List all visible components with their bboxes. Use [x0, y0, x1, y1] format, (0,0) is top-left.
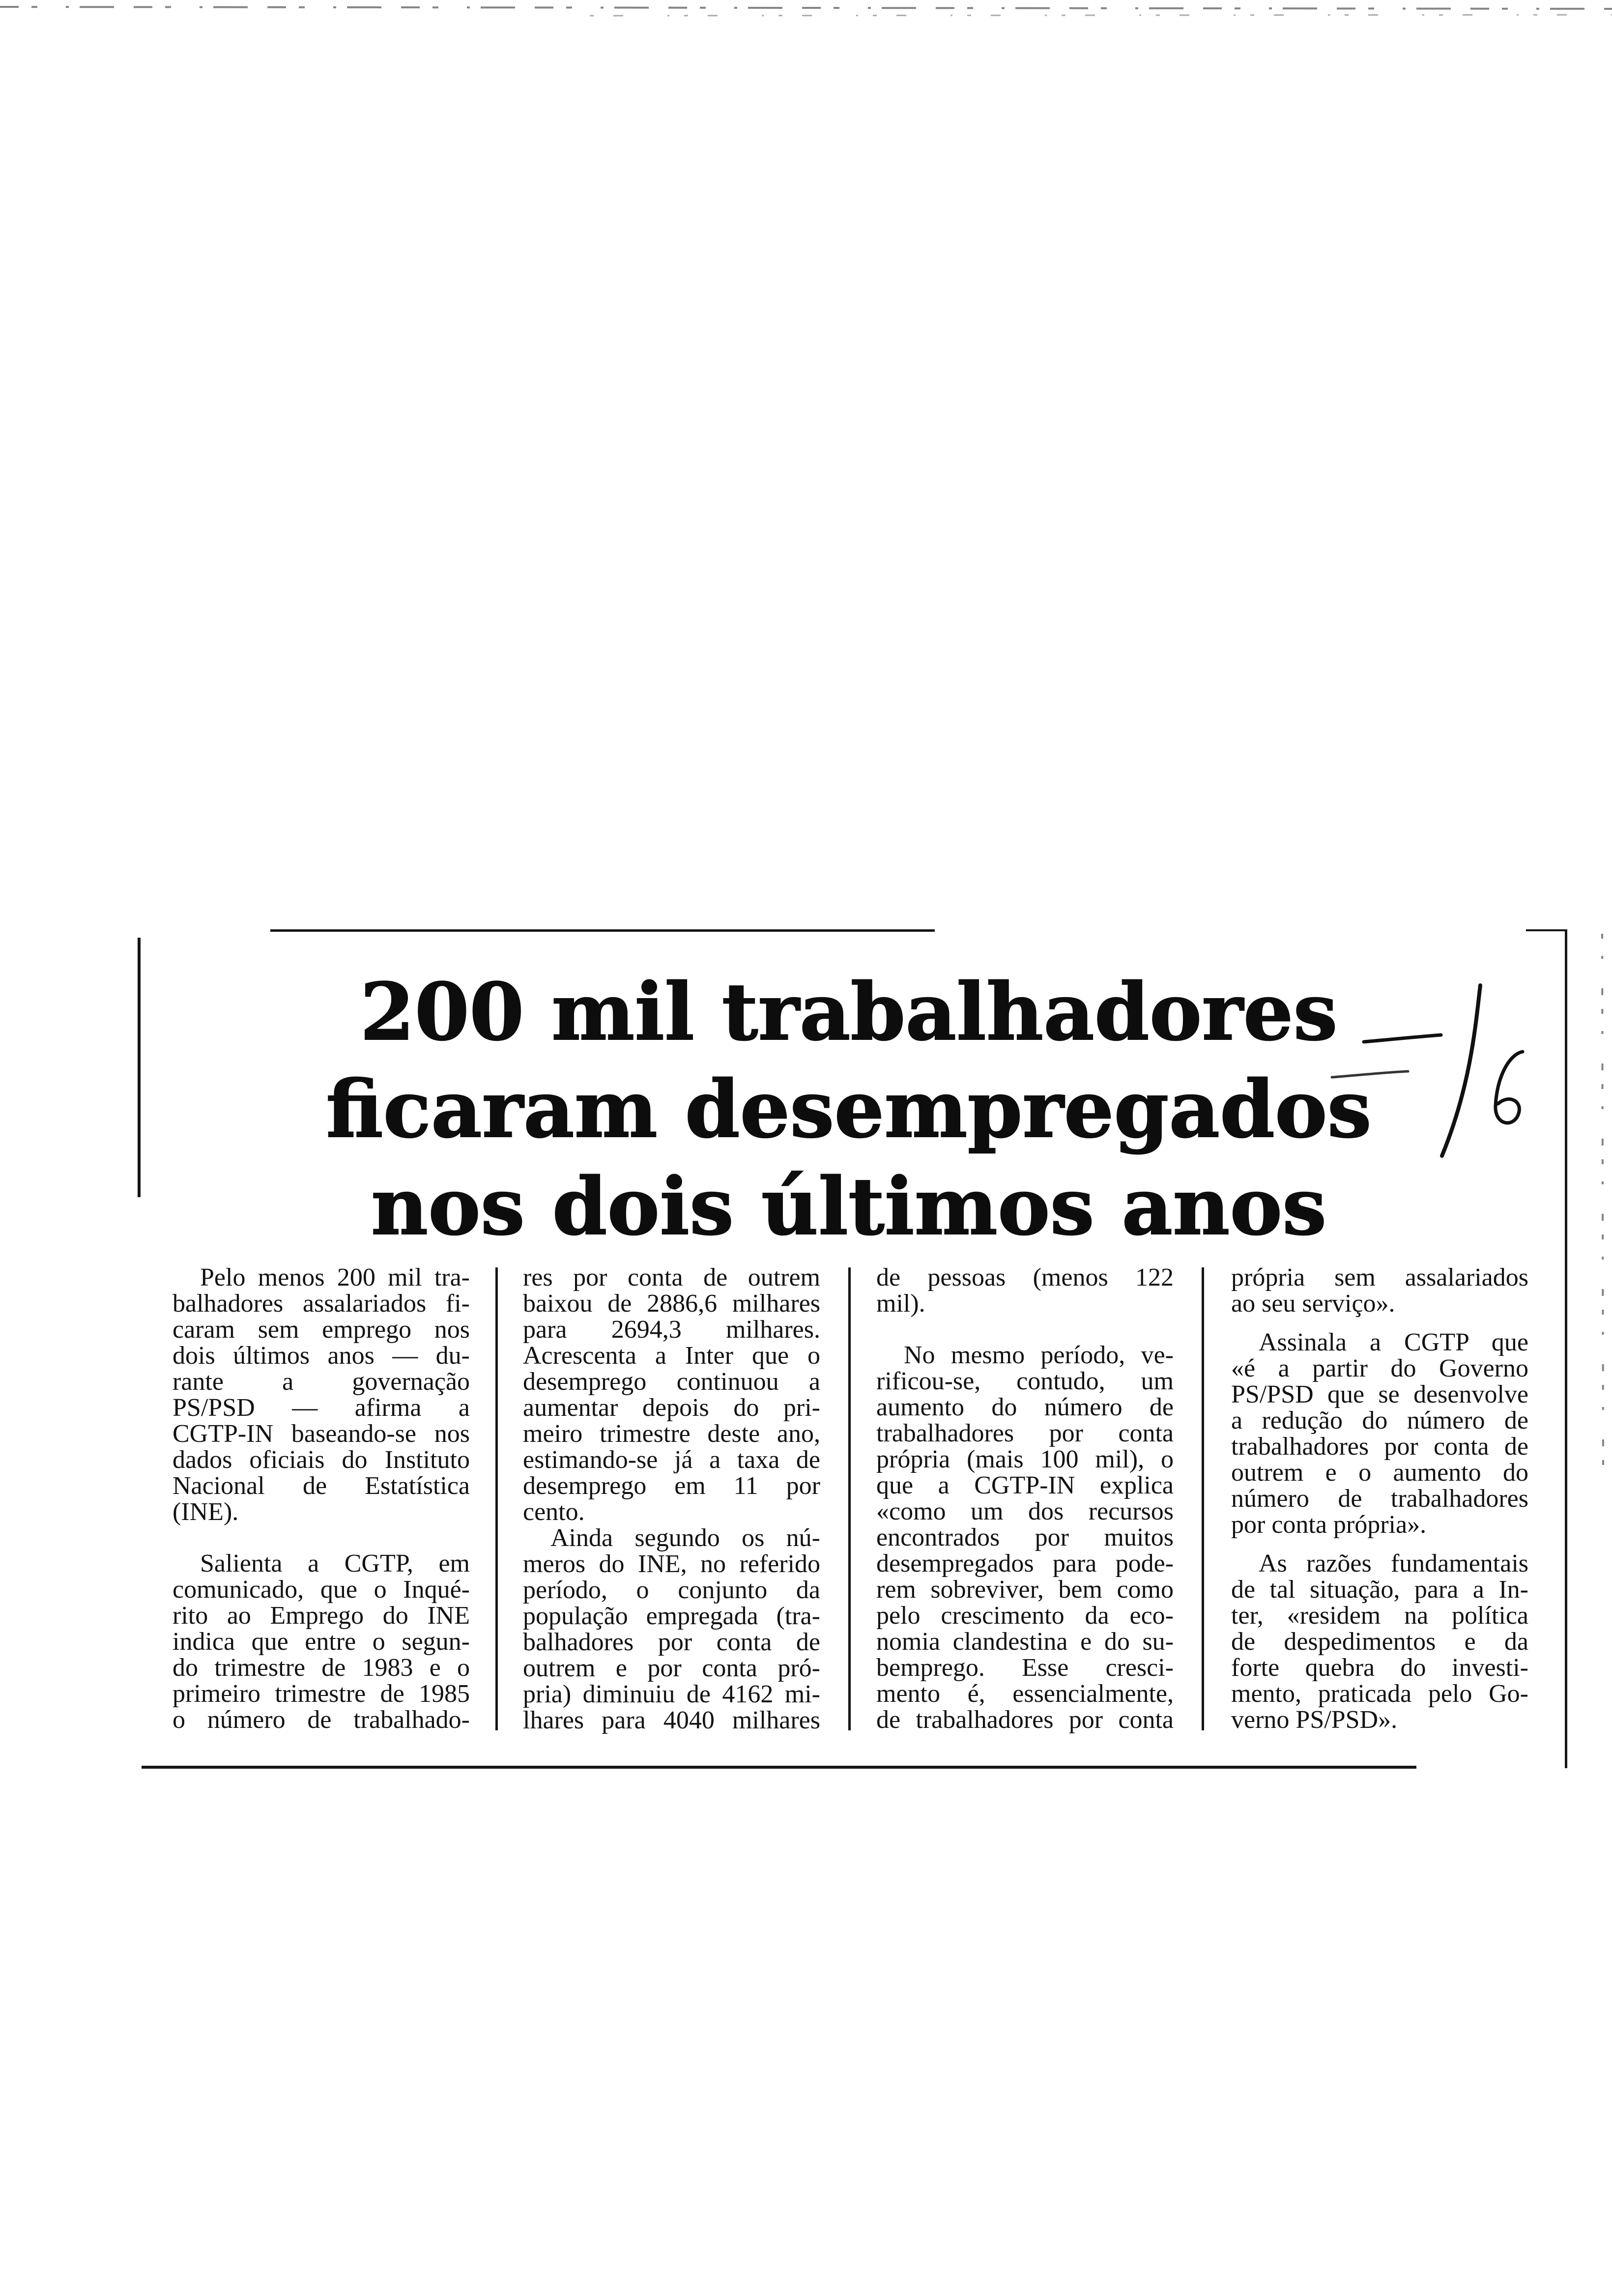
text-line: a redução do número de	[1231, 1406, 1528, 1435]
paragraph	[1231, 1329, 1528, 1538]
text-line: por conta própria».	[1231, 1511, 1427, 1539]
text-line: outrem e por conta pró-	[523, 1654, 820, 1682]
text-line: própria sem assalariados	[1231, 1263, 1528, 1292]
text-line: res por conta de outrem	[523, 1263, 820, 1292]
text-line: bemprego. Esse cresci-	[876, 1654, 1174, 1682]
text-line: de pessoas (menos 122	[876, 1263, 1174, 1292]
text-line: No mesmo período, ve-	[904, 1341, 1174, 1369]
text-line: As razões fundamentais	[1259, 1550, 1528, 1578]
paragraph	[173, 1550, 470, 1733]
text-line: desempregados para pode-	[876, 1550, 1174, 1578]
text-line: indica que entre o segun-	[173, 1628, 470, 1656]
paragraph	[1231, 1264, 1528, 1317]
text-line: Ainda segundo os nú-	[550, 1524, 820, 1552]
right-corner-tick	[1526, 929, 1567, 931]
text-line: rificou-se, contudo, um	[876, 1367, 1174, 1395]
headline-line-1: 200 mil trabalhadores	[360, 966, 1338, 1058]
text-line: desemprego em 11 por	[523, 1472, 820, 1500]
bottom-rule	[142, 1766, 1416, 1769]
text-line: PS/PSD — afirma a	[173, 1394, 470, 1422]
text-line: de despedimentos e da	[1231, 1628, 1528, 1656]
text-line: balhadores assalariados fi-	[173, 1290, 470, 1318]
text-line: verno PS/PSD».	[1231, 1706, 1398, 1734]
text-line: de trabalhadores por conta	[876, 1706, 1174, 1734]
headline-line-3: nos dois últimos anos	[371, 1160, 1327, 1253]
text-line: o número de trabalhado-	[173, 1706, 470, 1734]
text-line: número de trabalhadores	[1231, 1485, 1528, 1513]
text-line: população empregada (tra-	[523, 1602, 820, 1630]
text-line: Salienta a CGTP, em	[200, 1550, 470, 1578]
text-line: nomia clandestina e do su-	[876, 1628, 1174, 1656]
column-separator	[848, 1267, 851, 1730]
text-line: aumento do número de	[876, 1393, 1174, 1421]
text-line: cento.	[523, 1498, 585, 1526]
text-line: PS/PSD que se desenvolve	[1231, 1380, 1528, 1408]
text-line: lhares para 4040 milhares	[523, 1706, 820, 1734]
text-line: forte quebra do investi-	[1231, 1654, 1528, 1682]
text-line: própria (mais 100 mil), o	[876, 1445, 1174, 1473]
text-line: rem sobreviver, bem como	[876, 1576, 1174, 1604]
paragraph	[1231, 1550, 1528, 1733]
article-column-1	[173, 1264, 470, 1733]
scan-noise-right	[1595, 934, 1610, 1474]
text-line: do trimestre de 1983 e o	[173, 1654, 470, 1682]
text-line: mil).	[876, 1290, 925, 1318]
text-line: para 2694,3 milhares.	[523, 1316, 820, 1344]
text-line: meros do INE, no referido	[523, 1550, 820, 1578]
text-line: aumentar depois do pri-	[523, 1394, 820, 1422]
text-line: CGTP-IN baseando-se nos	[173, 1420, 470, 1448]
text-line: que a CGTP-IN explica	[876, 1471, 1174, 1499]
text-line: mento é, essencialmente,	[876, 1680, 1174, 1708]
text-line: outrem e o aumento do	[1231, 1459, 1528, 1487]
text-line: meiro trimestre deste ano,	[523, 1420, 820, 1448]
text-line: de tal situação, para a In-	[1231, 1576, 1528, 1604]
text-line: Pelo menos 200 mil tra-	[200, 1263, 470, 1292]
text-line: comunicado, que o Inqué-	[173, 1576, 470, 1604]
headline-line-2: ficaram desempregados	[326, 1063, 1372, 1155]
text-line: pelo crescimento da eco-	[876, 1602, 1174, 1630]
text-line: Assinala a CGTP que	[1259, 1328, 1528, 1356]
handwritten-note	[1302, 963, 1573, 1184]
text-line: mento, praticada pelo Go-	[1231, 1680, 1528, 1708]
top-rule	[270, 929, 935, 932]
text-line: dois últimos anos — du-	[173, 1342, 470, 1370]
paragraph	[876, 1264, 1174, 1317]
text-line: (INE).	[173, 1498, 239, 1526]
text-line: trabalhadores por conta	[876, 1419, 1174, 1447]
text-line: ter, «residem na política	[1231, 1602, 1528, 1630]
text-line: período, o conjunto da	[523, 1576, 820, 1604]
text-line: Nacional de Estatística	[173, 1472, 470, 1500]
text-line: Acrescenta a Inter que o	[523, 1342, 820, 1370]
article-column-3	[876, 1264, 1174, 1733]
text-line: primeiro trimestre de 1985	[173, 1680, 470, 1708]
column-separator	[495, 1267, 498, 1730]
text-line: ao seu serviço».	[1231, 1290, 1395, 1318]
paragraph	[173, 1264, 470, 1525]
text-line: dados oficiais do Instituto	[173, 1446, 470, 1474]
text-line: baixou de 2886,6 milhares	[523, 1290, 820, 1318]
text-line: balhadores por conta de	[523, 1628, 820, 1656]
text-line: rito ao Emprego do INE	[173, 1602, 470, 1630]
text-line: trabalhadores por conta de	[1231, 1433, 1528, 1461]
text-line: encontrados por muitos	[876, 1523, 1174, 1551]
text-line: «é a partir do Governo	[1231, 1354, 1528, 1382]
article-column-2	[523, 1264, 820, 1733]
scan-noise-top	[0, 0, 1612, 29]
column-separator	[1202, 1267, 1204, 1730]
paragraph	[523, 1264, 820, 1525]
paragraph	[876, 1342, 1174, 1733]
text-line: pria) diminuiu de 4162 mi-	[523, 1680, 820, 1708]
text-line: rante a governação	[173, 1368, 470, 1396]
article-column-4	[1231, 1264, 1528, 1733]
paragraph	[523, 1525, 820, 1733]
text-line: «como um dos recursos	[876, 1497, 1174, 1525]
text-line: desemprego continuou a	[523, 1368, 820, 1396]
text-line: caram sem emprego nos	[173, 1316, 470, 1344]
text-line: estimando-se já a taxa de	[523, 1446, 820, 1474]
